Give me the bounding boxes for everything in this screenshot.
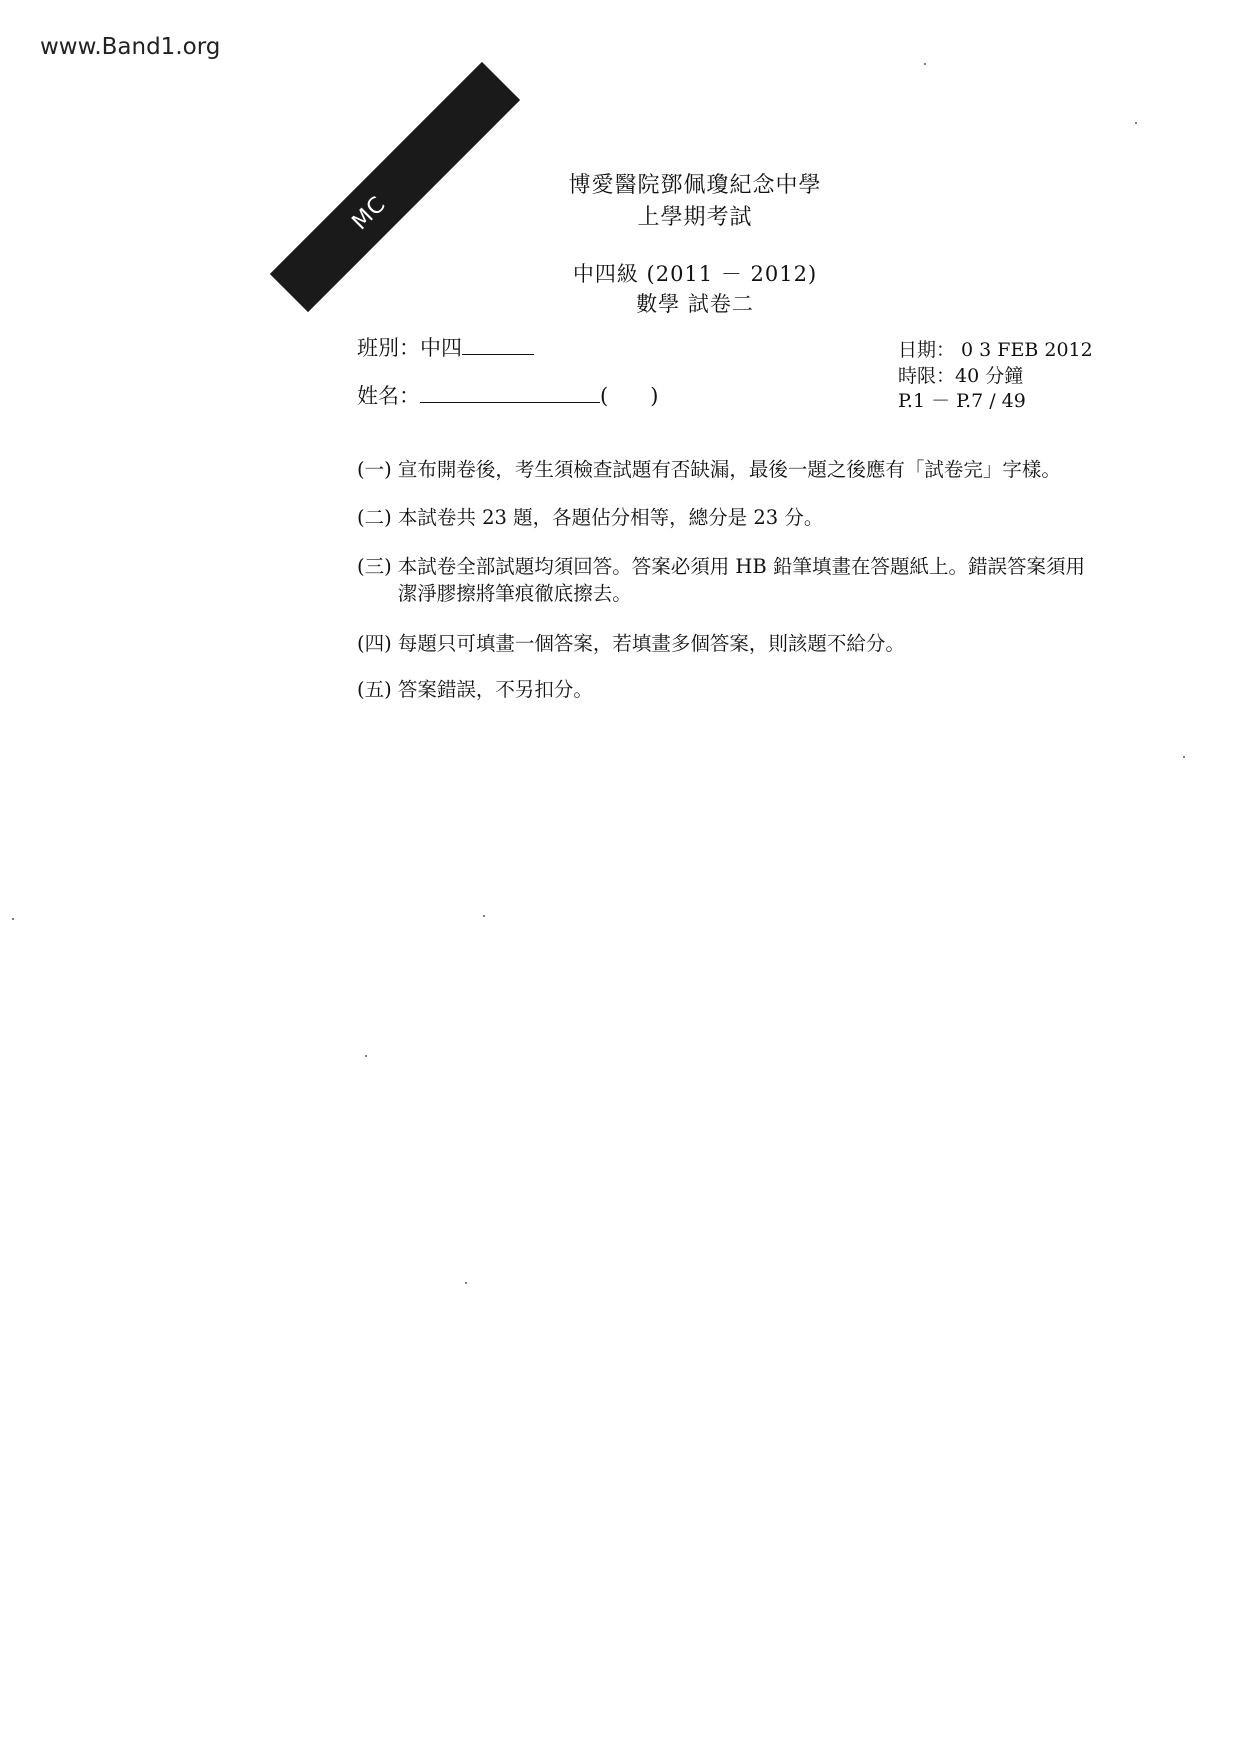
scan-speck — [1135, 122, 1137, 124]
grade-year: 中四級 (2011 － 2012) — [572, 262, 818, 286]
instruction-text: 本試卷共 23 題，各題佔分相等，總分是 23 分。 — [397, 506, 824, 529]
subject-paper: 數學 試卷二 — [636, 292, 754, 316]
scan-speck — [924, 63, 926, 65]
school-name: 博愛醫院鄧佩瓊紀念中學 — [568, 173, 822, 198]
instruction-text: 本試卷全部試題均須回答。答案必須用 HB 鉛筆填畫在答題紙上。錯誤答案須用潔淨膠擦將筆痕徹底擦去。 — [397, 555, 1085, 605]
scan-speck — [483, 915, 485, 917]
instruction-number: (二) — [357, 506, 392, 529]
exam-title: 上學期考試 — [637, 205, 753, 230]
instruction-item — [357, 504, 1117, 531]
name-label: 姓名： — [357, 384, 420, 408]
scan-speck — [1183, 756, 1185, 758]
exam-date: 日期： 0 3 FEB 2012 — [898, 339, 1093, 361]
instruction-number: (四) — [357, 632, 392, 655]
instruction-item — [357, 553, 1117, 607]
instruction-item — [357, 676, 1117, 703]
page-range: P.1 － P.7 / 49 — [898, 390, 1026, 412]
instruction-text: 宣布開卷後，考生須檢查試題有否缺漏，最後一題之後應有「試卷完」字樣。 — [397, 458, 1061, 481]
scan-speck — [12, 918, 14, 920]
instruction-number: (一) — [357, 458, 392, 481]
instruction-item — [357, 630, 1117, 657]
scan-speck — [365, 1055, 367, 1057]
class-label: 班別：中四 — [357, 336, 462, 360]
scan-speck — [465, 1282, 467, 1284]
instruction-text: 每題只可填畫一個答案，若填畫多個答案，則該題不給分。 — [397, 632, 905, 655]
class-field — [357, 332, 534, 362]
instruction-item — [357, 456, 1117, 483]
class-number-paren: ( ) — [600, 384, 659, 408]
exam-duration: 時限：40 分鐘 — [898, 365, 1024, 387]
site-watermark: www.Band1.org — [40, 34, 221, 60]
mc-stamp-text: MC — [347, 191, 391, 235]
instruction-number: (三) — [357, 555, 392, 578]
name-field — [357, 380, 658, 410]
class-blank-line — [462, 354, 534, 355]
name-blank-line — [420, 402, 600, 403]
instruction-number: (五) — [357, 678, 392, 701]
instruction-text: 答案錯誤，不另扣分。 — [397, 678, 593, 701]
